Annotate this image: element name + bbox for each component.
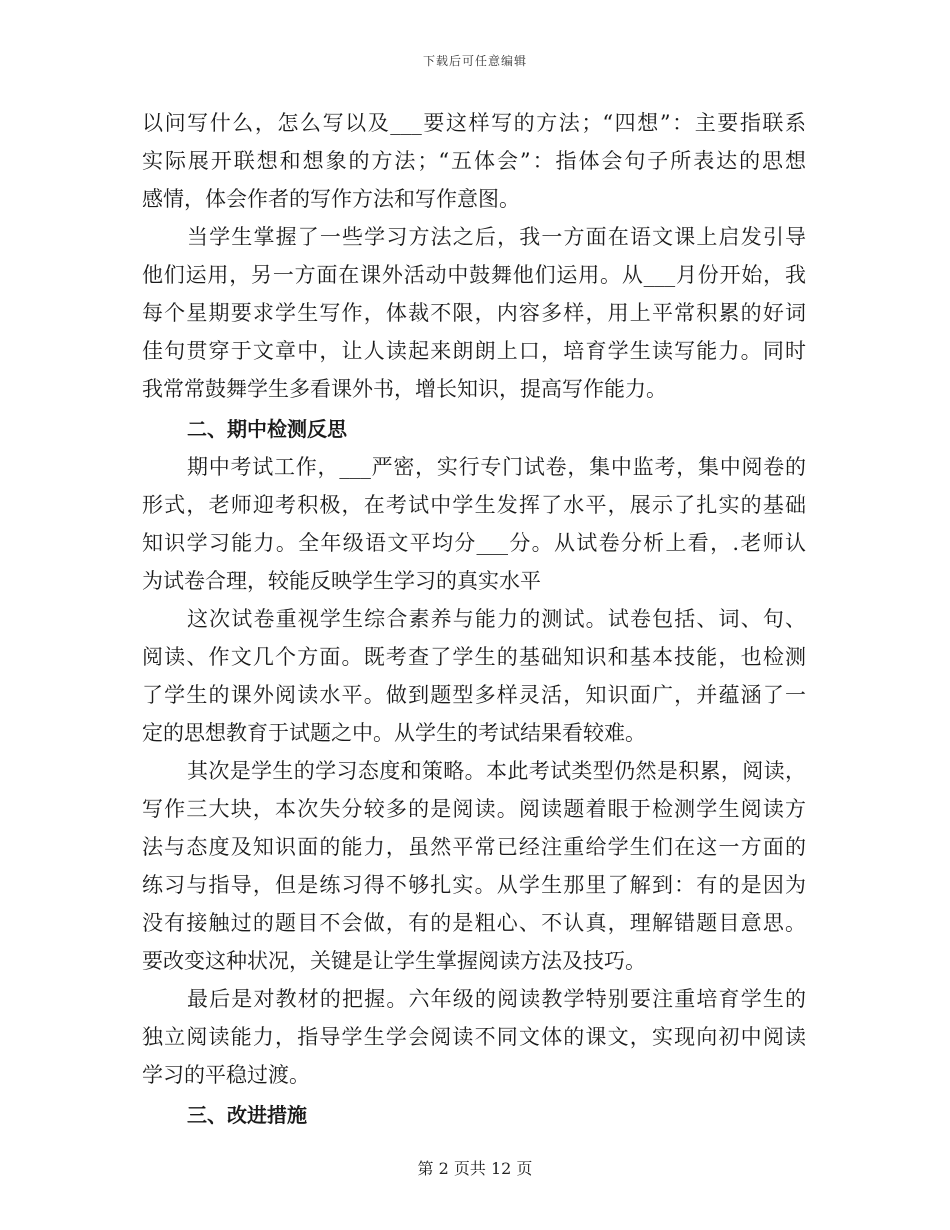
paragraph-line: 感情，体会作者的写作方法和写作意图。 xyxy=(142,187,520,211)
paragraph-line: 形式，老师迎考积极，在考试中学生发挥了水平，展示了扎实的基础 xyxy=(142,493,806,517)
paragraph-line: 练习与指导，但是练习得不够扎实。从学生那里了解到：有的是因为 xyxy=(142,873,806,897)
paragraph-line: 最后是对教材的把握。六年级的阅读教学特别要注重培育学生的 xyxy=(187,987,806,1011)
paragraph-line: 独立阅读能力，指导学生学会阅读不同文体的课文，实现向初中阅读 xyxy=(142,1025,806,1049)
paragraph-line: 以问写什么，怎么写以及___要这样写的方法；“四想”：主要指联系 xyxy=(142,111,806,135)
page-header: 下载后可任意编辑 xyxy=(422,54,527,68)
paragraph-line: 佳句贯穿于文章中，让人读起来朗朗上口，培育学生读写能力。同时 xyxy=(142,339,806,363)
paragraph-line: 为试卷合理，较能反映学生学习的真实水平 xyxy=(142,569,541,593)
paragraph-line: 要改变这种状况，关键是让学生掌握阅读方法及技巧。 xyxy=(142,949,646,973)
paragraph-line: 学习的平稳过渡。 xyxy=(142,1063,310,1087)
paragraph-line: 其次是学生的学习态度和策略。本此考试类型仍然是积累，阅读， xyxy=(187,759,806,783)
paragraph-line: 写作三大块，本次失分较多的是阅读。阅读题着眼于检测学生阅读方 xyxy=(142,797,806,821)
paragraph-line: 实际展开联想和想象的方法；“五体会”：指体会句子所表达的思想 xyxy=(142,149,806,173)
section-heading: 三、改进措施 xyxy=(187,1103,307,1127)
paragraph-line: 了学生的课外阅读水平。做到题型多样灵活，知识面广，并蕴涵了一 xyxy=(142,683,806,707)
paragraph-line: 这次试卷重视学生综合素养与能力的测试。试卷包括、词、句、 xyxy=(187,607,806,631)
page-footer: 第 2 页共 12 页 xyxy=(417,1159,533,1178)
paragraph-line: 每个星期要求学生写作，体裁不限，内容多样，用上平常积累的好词 xyxy=(142,301,806,325)
paragraph-line: 当学生掌握了一些学习方法之后，我一方面在语文课上启发引导 xyxy=(187,225,806,249)
paragraph-line: 定的思想教育于试题之中。从学生的考试结果看较难。 xyxy=(142,721,646,745)
paragraph-line: 知识学习能力。全年级语文平均分___分。从试卷分析上看，.老师认 xyxy=(142,531,806,555)
paragraph-line: 阅读、作文几个方面。既考查了学生的基础知识和基本技能，也检测 xyxy=(142,645,806,669)
section-heading: 二、期中检测反思 xyxy=(187,417,347,441)
paragraph-line: 他们运用，另一方面在课外活动中鼓舞他们运用。从___月份开始，我 xyxy=(142,263,806,287)
paragraph-line: 我常常鼓舞学生多看课外书，增长知识，提高写作能力。 xyxy=(142,377,667,401)
paragraph-line: 法与态度及知识面的能力，虽然平常已经注重给学生们在这一方面的 xyxy=(142,835,806,859)
paragraph-line: 没有接触过的题目不会做，有的是粗心、不认真，理解错题目意思。 xyxy=(142,911,806,935)
paragraph-line: 期中考试工作，___严密，实行专门试卷，集中监考，集中阅卷的 xyxy=(187,455,806,479)
document-body xyxy=(142,104,806,1134)
